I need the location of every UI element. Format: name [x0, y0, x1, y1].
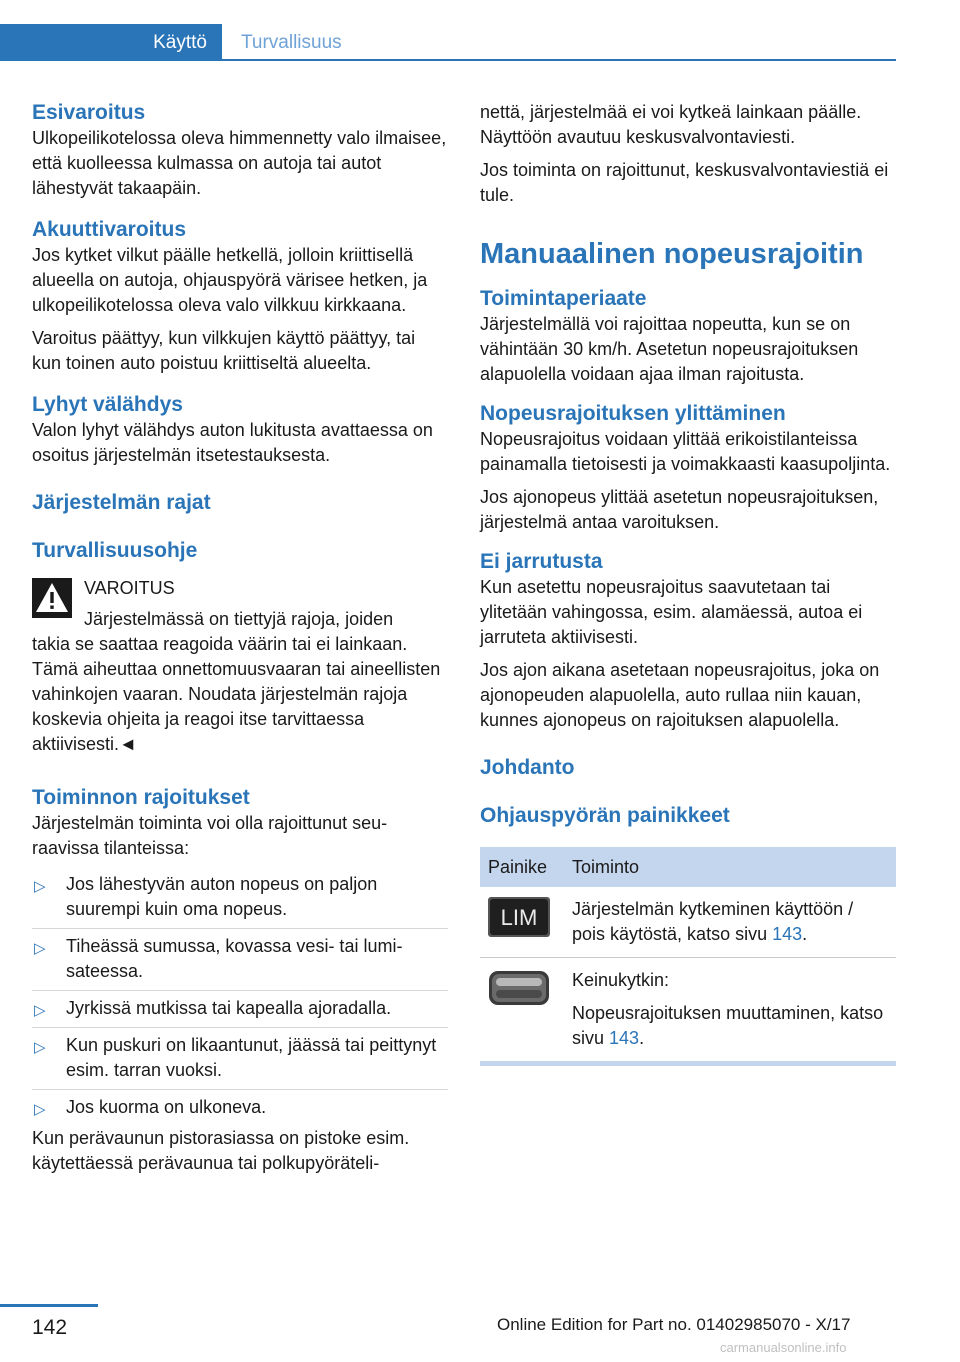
warning-block [32, 576, 448, 757]
footer-divider [0, 1304, 98, 1307]
para-akuutti-1: Jos kytket vilkut päälle hetkellä, jolloin kriittisellä alueella on autoja, ohjauspyörä värisee hetken, ja ulkopeilikotelossa oleva valo vilkkuu kirkkaana. [32, 245, 428, 315]
heading-manuaalinen-nopeusrajoitin: Manuaalinen nopeusrajoitin [480, 238, 864, 270]
para-jarru-1: Kun asetettu nopeusrajoitus saavutetaan tai ylitetään vahingossa, esim. alamäessä, autoa ei jarruteta aktiivisesti. [480, 577, 863, 647]
watermark: carmanualsonline.info [720, 1340, 847, 1355]
rocker-switch-icon [488, 968, 550, 1008]
list-item: ▷ Tiheässä sumussa, kovassa vesi- tai lumisateessa. [32, 929, 448, 991]
heading-toimintaperiaate: Toimintaperiaate [480, 287, 647, 310]
page-number: 142 [32, 1316, 68, 1339]
para-toiminnon: Järjestelmän toiminta voi olla rajoittunut seuraavissa tilanteissa: [32, 813, 388, 858]
lim-button-icon [488, 897, 550, 937]
list-item: ▷ Jyrkissä mutkissa tai kapealla ajoradalla. [32, 991, 448, 1028]
table-header-row [480, 847, 896, 887]
warning-title: VAROITUS [84, 578, 175, 598]
heading-lyhyt-valahdys: Lyhyt välähdys [32, 393, 183, 416]
table-cell-function: Keinukytkin: Nopeusrajoituksen muuttaminen, katso sivu 143. [564, 958, 896, 1064]
lim-button-label: LIM [500, 905, 538, 930]
header-divider [222, 59, 896, 61]
para-lyhyt: Valon lyhyt välähdys auton lukitusta avattaessa on osoitus järjestelmän itsetestauksesta. [32, 420, 433, 465]
table-row [480, 958, 896, 1064]
limitations-list [32, 867, 448, 1126]
para-esivaroitus: Ulkopeilikotelossa oleva himmennetty valo ilmaisee, että kuolleessa kulmassa on autoja tai autot lähestyvät takaapäin. [32, 128, 447, 198]
header-tabs [0, 24, 896, 62]
buttons-table [480, 847, 896, 1066]
table-cell-button [480, 887, 564, 958]
para-jatko-2: Jos toiminta on rajoittunut, keskusvalvontaviestiä ei tule. [480, 160, 889, 205]
tab-turvallisuus-label: Turvallisuus [241, 31, 342, 53]
heading-toiminnon-rajoitukset: Toiminnon rajoitukset [32, 786, 250, 809]
bullet-triangle-icon: ▷ [34, 1002, 46, 1019]
table-header-painike: Painike [480, 847, 564, 887]
heading-ohjauspyoran-painikkeet: Ohjauspyörän painikkeet [480, 804, 730, 827]
page-link-143[interactable]: 143 [609, 1028, 640, 1048]
table-cell-button [480, 958, 564, 1064]
list-item: ▷ Jos kuorma on ulkoneva. [32, 1090, 448, 1126]
para-ylitt-2: Jos ajonopeus ylittää asetetun nopeusrajoituksen, järjestelmä antaa varoituksen. [480, 487, 879, 532]
footer-edition: Online Edition for Part no. 01402985070 - X/17 [497, 1315, 851, 1334]
heading-jarjestelman-rajat: Järjestelmän rajat [32, 491, 211, 514]
table-row [480, 887, 896, 958]
table-header-toiminto: Toiminto [564, 847, 896, 887]
bullet-triangle-icon: ▷ [34, 940, 46, 957]
heading-ylittaminen: Nopeusrajoituksen ylittäminen [480, 402, 786, 425]
table-cell-function: Järjestelmän kytkeminen käyttöön / pois käytöstä, katso sivu 143. [564, 887, 896, 958]
right-column [480, 100, 896, 1066]
bullet-triangle-icon: ▷ [34, 878, 46, 895]
heading-johdanto: Johdanto [480, 756, 575, 779]
list-item: ▷ Jos lähestyvän auton nopeus on paljon suurempi kuin oma nopeus. [32, 867, 448, 929]
tab-turvallisuus[interactable] [241, 24, 342, 61]
heading-esivaroitus: Esivaroitus [32, 101, 146, 124]
tab-kaytto[interactable] [0, 24, 222, 61]
para-jarru-2: Jos ajon aikana asetetaan nopeusrajoitus, joka on ajonopeuden alapuolella, auto rullaa niin kauan, kunnes ajonopeus on rajoituksen alapuolella. [480, 660, 880, 730]
tab-kaytto-label: Käyttö [153, 31, 207, 53]
para-jatko: nettä, järjestelmää ei voi kytkeä lainkaan päälle. Näyttöön avautuu keskusvalvontaviesti. [480, 102, 862, 147]
warning-triangle-icon [32, 578, 72, 618]
para-lopuksi: Kun perävaunun pistorasiassa on pistoke esim. käytettäessä perävaunua tai polkupyöräteli- [32, 1128, 410, 1173]
warning-text-first-line: Järjestelmässä on tiettyjä rajoja, joiden [84, 609, 394, 629]
left-column [32, 100, 448, 1176]
heading-ei-jarrutusta: Ei jarrutusta [480, 550, 603, 573]
para-akuutti-2: Varoitus päättyy, kun vilkkujen käyttö päättyy, tai kun toinen auto poistuu kriittiseltä alueelta. [32, 328, 416, 373]
warning-text-rest: takia se saattaa reagoida väärin tai ei lainkaan. Tämä aiheuttaa onnettomuusvaaran tai aineellisten vahinkojen vaaran. Noudata järjestelmän rajoja koskevia ohjeita ja reagoi itse tarvittaessa aktiivisesti.◄ [32, 634, 441, 754]
heading-akuuttivaroitus: Akuuttivaroitus [32, 218, 187, 241]
heading-turvallisuusohje: Turvallisuusohje [32, 539, 198, 562]
bullet-triangle-icon: ▷ [34, 1039, 46, 1056]
para-ylitt-1: Nopeusrajoitus voidaan ylittää erikoistilanteissa painamalla tietoisesti ja voimakkaasti kaasupoljinta. [480, 429, 891, 474]
para-periaate: Järjestelmällä voi rajoittaa nopeutta, kun se on vähintään 30 km/h. Asetetun nopeusrajoituksen alapuolella voidaan ajaa ilman rajoitusta. [480, 314, 859, 384]
list-item: ▷ Kun puskuri on likaantunut, jäässä tai peittynyt esim. tarran vuoksi. [32, 1028, 448, 1090]
page-link-143[interactable]: 143 [772, 924, 803, 944]
bullet-triangle-icon: ▷ [34, 1101, 46, 1118]
